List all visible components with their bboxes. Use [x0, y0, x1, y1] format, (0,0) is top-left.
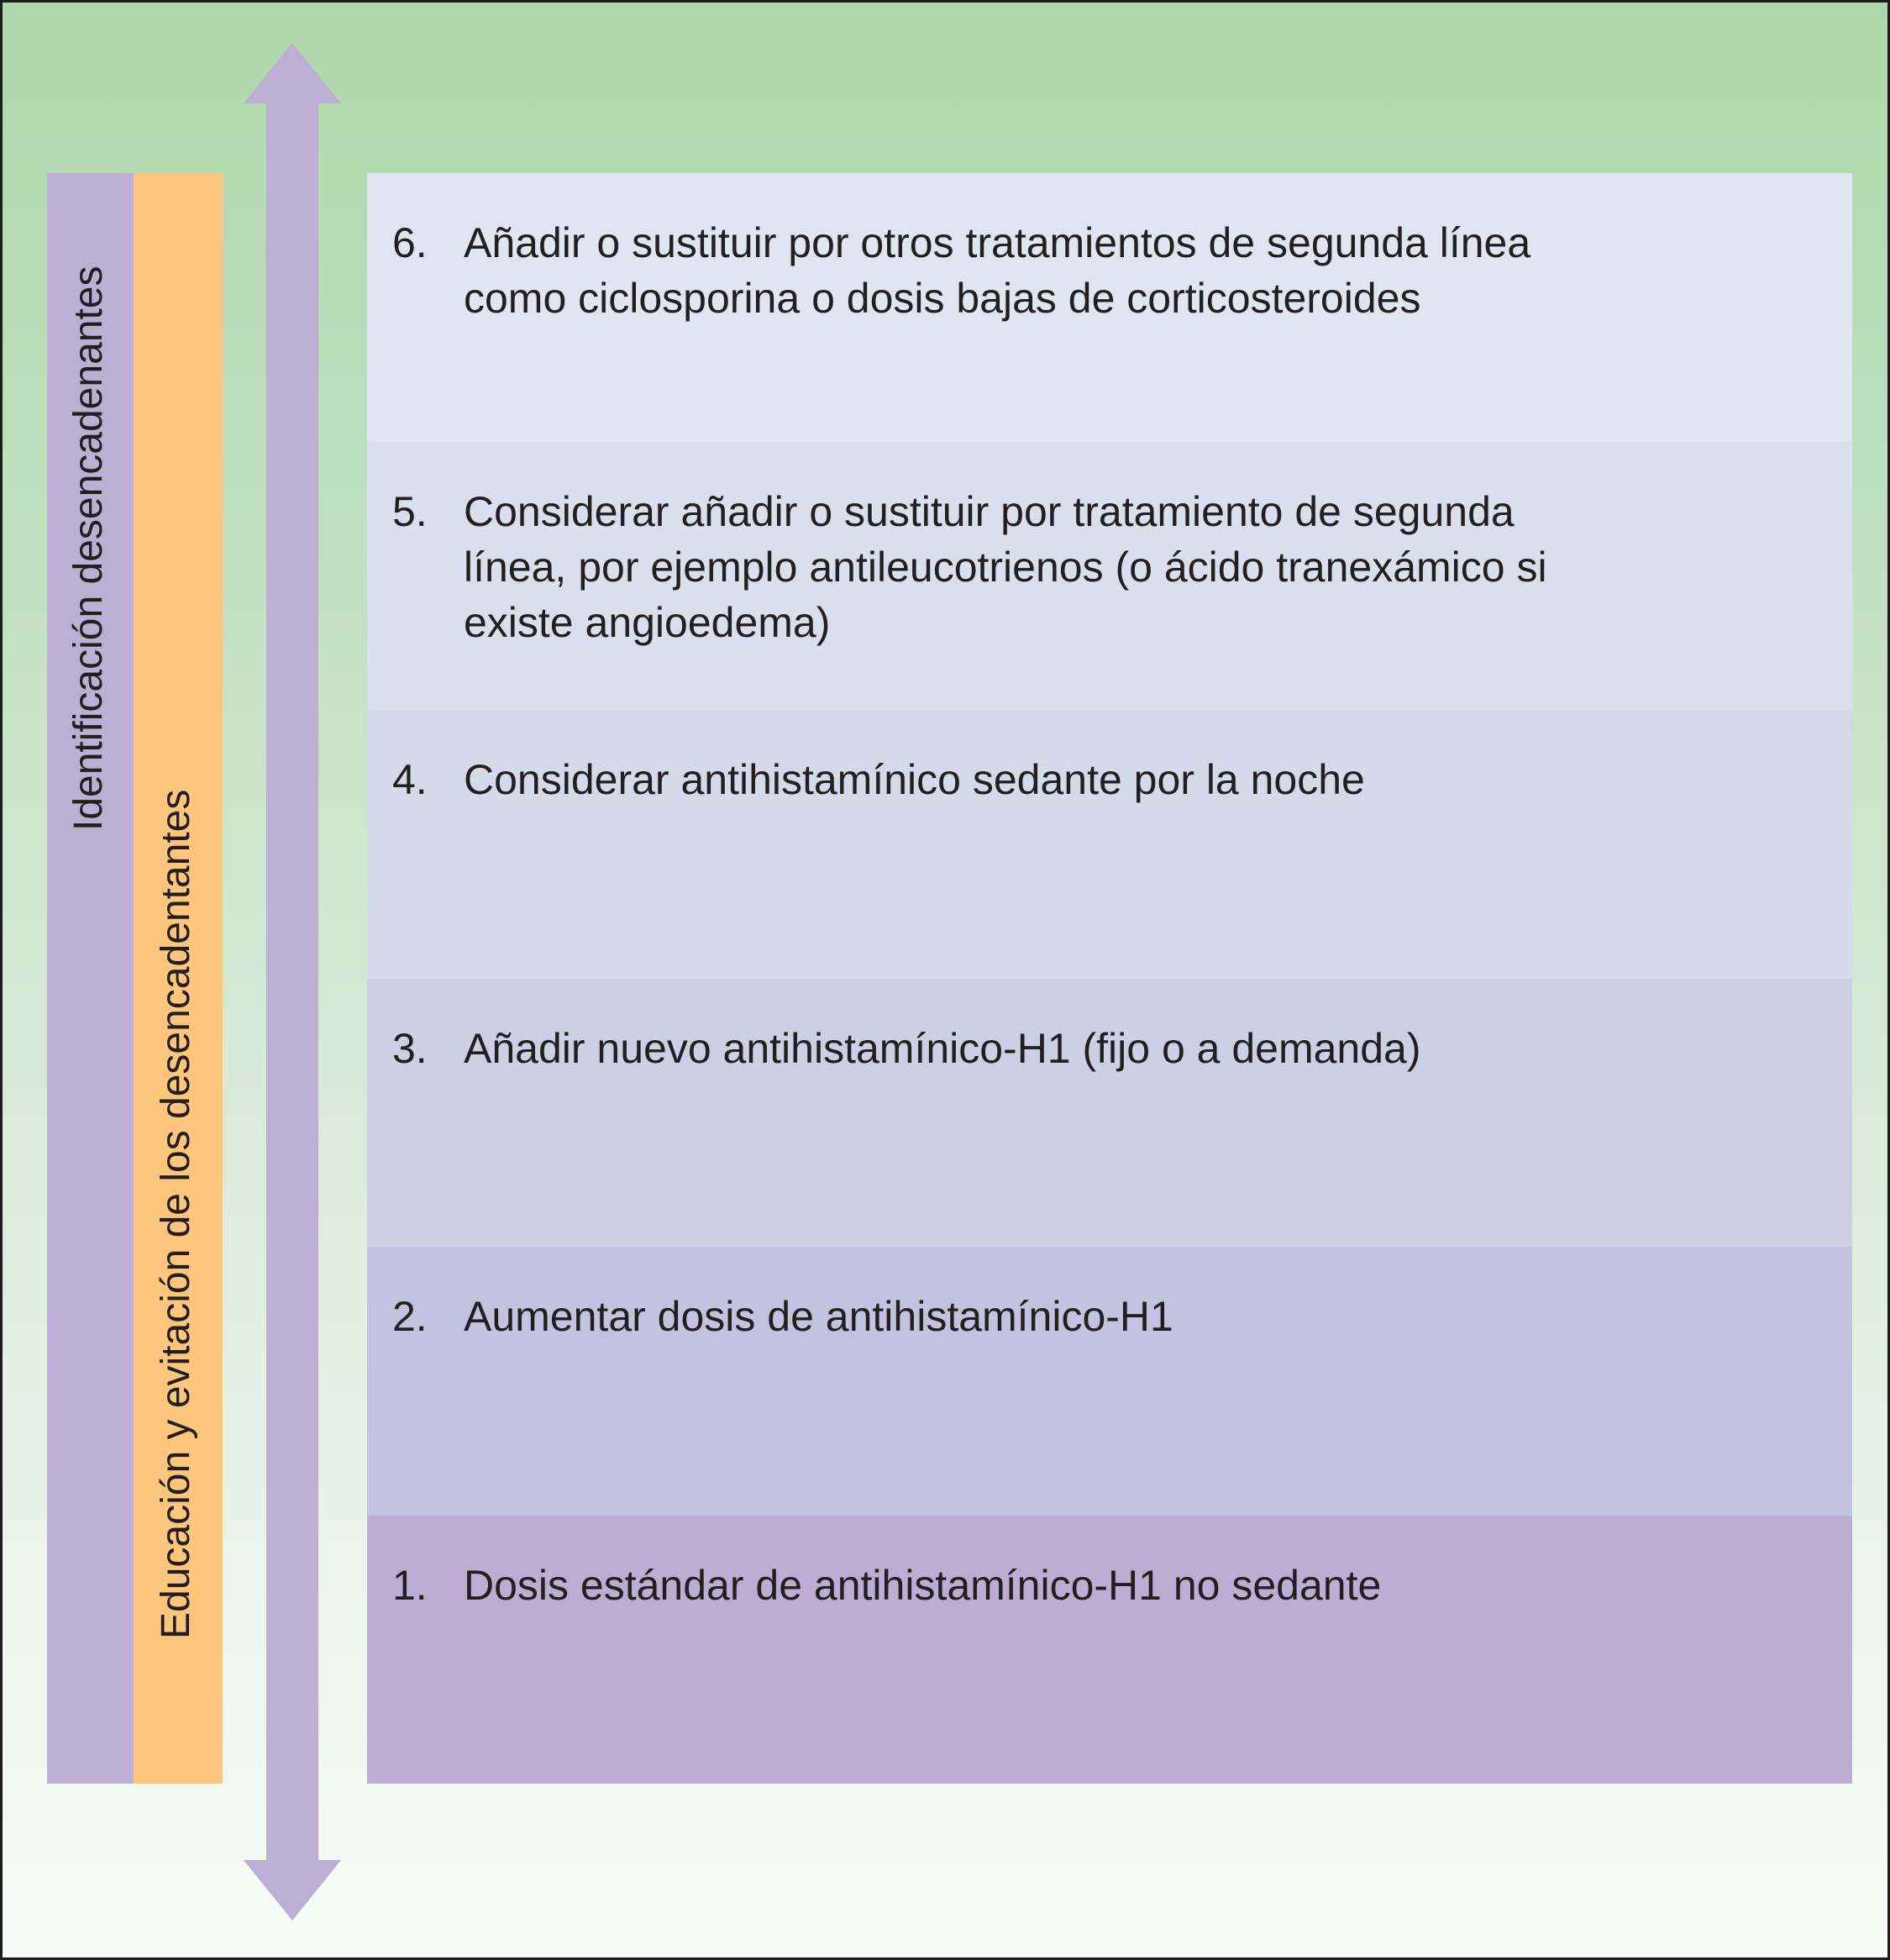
step-number: 6. — [392, 219, 428, 266]
step-4 — [367, 710, 1852, 979]
treatment-steps — [367, 173, 1852, 1784]
step-text: Dosis estándar de antihistamínico-H1 no sedante — [464, 1561, 1382, 1609]
step-text: Añadir o sustituir por otros tratamientos de segunda línea como ciclosporina o dosis bajas de corticosteroides — [464, 219, 1531, 322]
step-1 — [367, 1516, 1852, 1784]
step-text: Añadir nuevo antihistamínico-H1 (fijo o a demanda) — [464, 1024, 1421, 1072]
identification-bar — [47, 173, 134, 1784]
step-text: Considerar antihistamínico sedante por la noche — [464, 756, 1365, 803]
step-5 — [367, 442, 1852, 711]
education-bar — [134, 173, 223, 1784]
identification-label: Identificación desencadenantes — [66, 265, 111, 831]
arrow-shape — [244, 43, 341, 1921]
step-number: 3. — [392, 1024, 428, 1072]
step-number: 5. — [392, 487, 428, 535]
step-number: 4. — [392, 756, 428, 803]
step-2 — [367, 1247, 1852, 1516]
education-label: Educación y evitación de los desencadentantes — [154, 789, 198, 1639]
double-headed-arrow-icon — [242, 43, 343, 1921]
step-text: Aumentar dosis de antihistamínico-H1 — [464, 1293, 1173, 1340]
step-6 — [367, 173, 1852, 442]
step-number: 2. — [392, 1293, 428, 1340]
step-3 — [367, 979, 1852, 1248]
step-text: Considerar añadir o sustituir por tratamiento de segunda línea, por ejemplo antileucotrienos (o ácido tranexámico si existe angioedema) — [464, 487, 1547, 646]
step-number: 1. — [392, 1561, 428, 1609]
